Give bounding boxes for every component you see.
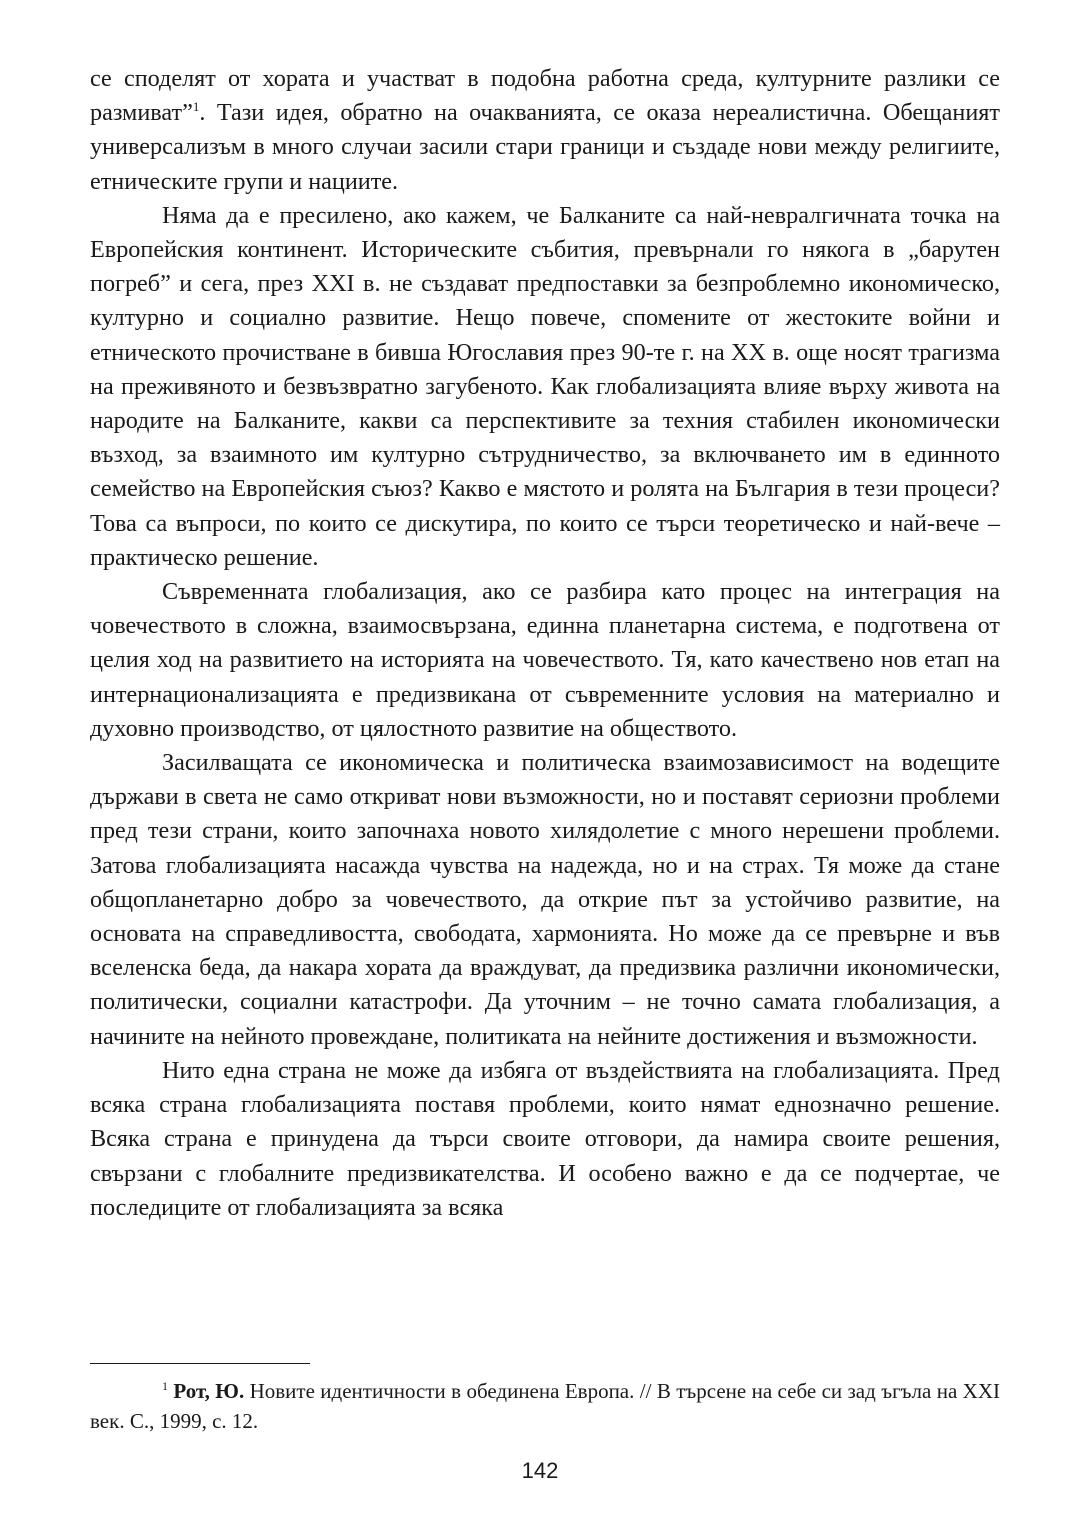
footnote-separator bbox=[90, 1363, 310, 1364]
page-number: 142 bbox=[521, 1458, 559, 1483]
footnote-marker: 1 bbox=[162, 1379, 168, 1393]
paragraph-2: Няма да е пресилено, ако кажем, че Балканите са най-невралгичната точка на Европейския континент. Историческите събития, превърнали го някога в „барутен погреб” и сега, през XXI в. не създават предпоставки за безпроблемно икономическо, културно и социално развитие. Нещо повече, спомените от жестоките войни и етническото прочистване в бивша Югославия през 90-те г. на XX в. още носят трагизма на преживяното и безвъзвратно загубеното. Как глобализацията влияе върху живота на народите на Балканите, какви са перспективите за техния стабилен икономически възход, за взаимното им културно сътрудничество, за включването им в единното семейство на Европейския съюз? Какво е мястото и ролята на България в тези процеси? Това са въпроси, по които се дискутира, по които се търси теоретическо и най-вече – практическо решение. bbox=[90, 201, 1000, 571]
page-body bbox=[90, 62, 1000, 1225]
paragraph-1 bbox=[90, 62, 1000, 199]
paragraph-3: Съвременната глобализация, ако се разбира като процес на интеграция на човечеството в сложна, взаимосвързана, единна планетарна система, е подготвена от целия ход на развитието на историята на човечеството. Тя, като качествено нов етап на интернационализацията е предизвикана от съвременните условия на материално и духовно производство, от цялостното развитие на обществото. bbox=[90, 578, 1000, 742]
paragraph-4: Засилващата се икономическа и политическа взаимозависимост на водещите държави в света не само откриват нови възможности, но и поставят сериозни проблеми пред тези страни, които започнаха новото хилядолетие с много нерешени проблеми. Затова глобализацията насажда чувства на надежда, но и на страх. Тя може да стане общопланетарно добро за човечеството, да открие път за устойчиво развитие, на основата на справедливостта, свободата, хармонията. Но може да се превърне и във вселенска беда, да накара хората да враждуват, да предизвика различни икономически, политически, социални катастрофи. Да уточним – не точно самата глобализация, а начините на нейното провеждане, политиката на нейните достижения и възможности. bbox=[90, 749, 1000, 1050]
footnote-reference: 1 bbox=[192, 99, 200, 115]
footnote-author: Рот, Ю. bbox=[173, 1379, 245, 1403]
footnote-text: Новите идентичности в обединена Европа. // В търсене на себе си зад ъгъла на XXI век. С., 1999, с. 12. bbox=[90, 1379, 1000, 1433]
paragraph-1-text-a: се споделят от хората и участват в подобна работна среда, културните разлики се размиват” bbox=[90, 65, 1000, 127]
footnote bbox=[90, 1376, 1000, 1436]
paragraph-1-text-b: . Тази идея, обратно на очакванията, се оказа нереалистична. Обещаният универсализъм в много случаи засили стари граници и създаде нови между религиите, етническите групи и нациите. bbox=[90, 99, 1000, 195]
paragraph-5: Нито една страна не може да избяга от въздействията на глобализацията. Пред всяка страна глобализацията поставя проблеми, които нямат еднозначно решение. Всяка страна е принудена да търси своите отговори, да намира своите решения, свързани с глобалните предизвикателства. И особено важно е да се подчертае, че последиците от глобализацията за всяка bbox=[90, 1056, 1000, 1221]
